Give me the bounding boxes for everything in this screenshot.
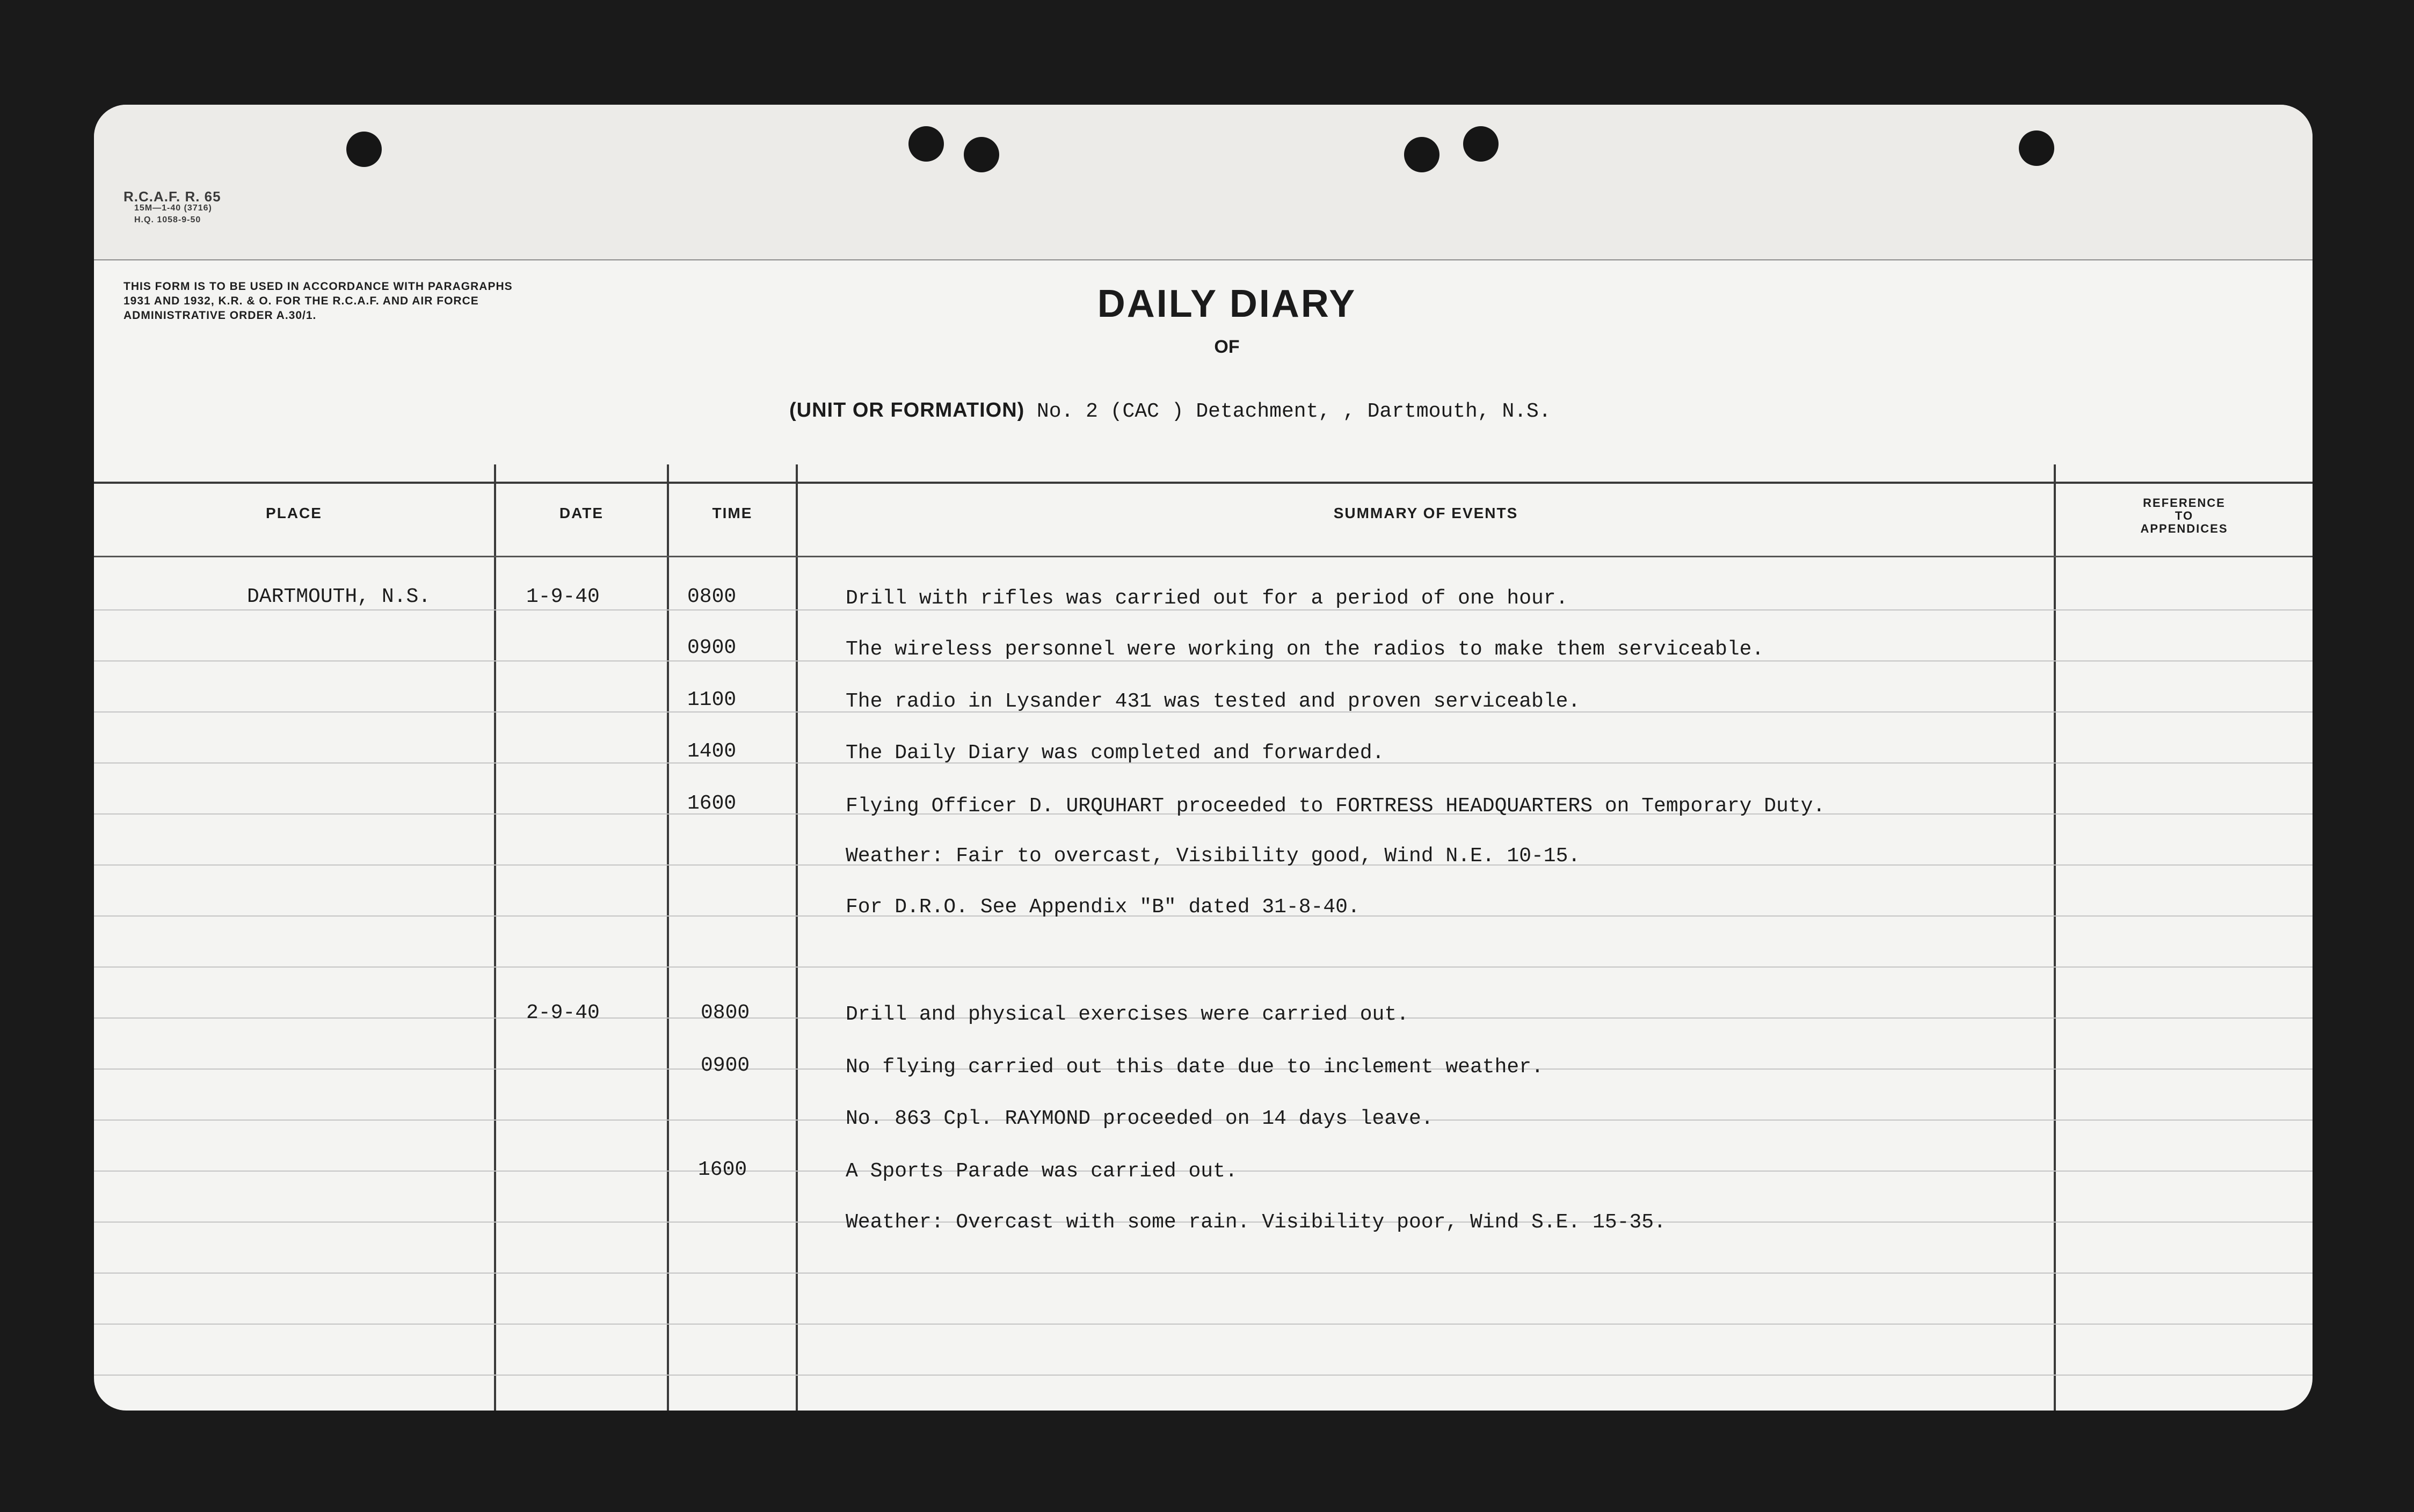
entry-summary: Drill with rifles was carried out for a period of one hour. [846,587,1568,610]
entry-summary: A Sports Parade was carried out. [846,1160,1238,1183]
unit-value: No. 2 (CAC ) Detachment, , Dartmouth, N.S. [1036,400,1551,423]
entry-time: 0800 [687,585,737,608]
column-divider [494,464,496,1411]
column-header-date: DATE [559,505,604,521]
punch-hole [908,126,944,162]
entry-summary: The Daily Diary was completed and forwarded. [846,742,1385,765]
punch-hole [1404,137,1439,172]
column-divider [2054,464,2056,1411]
table-top-border [94,482,2313,484]
entry-summary: No. 863 Cpl. RAYMOND proceeded on 14 days leave. [846,1107,1434,1130]
form-code [123,188,221,226]
entry-time: 0900 [701,1054,750,1077]
punch-hole [964,137,999,172]
unit-row [789,399,1863,423]
entry-summary: Flying Officer D. URQUHART proceeded to FORTRESS HEADQUARTERS on Temporary Duty. [846,795,1826,818]
punch-hole [346,132,382,167]
page-title: DAILY DIARY [1097,282,1357,325]
entry-summary: Drill and physical exercises were carried out. [846,1003,1409,1026]
form-code-line: 15M—1-40 (3716) [134,203,212,213]
column-header-reference-line: APPENDICES [2140,522,2228,535]
punch-hole [1463,126,1499,162]
entry-time: 1600 [687,792,737,815]
entry-date: 1-9-40 [526,585,600,608]
ruled-line [94,1273,2313,1274]
ruled-line [94,966,2313,968]
column-divider [796,464,798,1411]
diary-form-card [94,105,2313,1411]
column-header-time: TIME [712,505,753,521]
column-header-reference-line: REFERENCE [2143,496,2226,510]
column-divider [667,464,669,1411]
entry-time: 0900 [687,636,737,659]
entry-time: 1600 [698,1158,747,1181]
entry-place: DARTMOUTH, N.S. [247,585,431,608]
entry-summary: For D.R.O. See Appendix "B" dated 31-8-40. [846,896,1360,919]
entry-summary: The wireless personnel were working on the radios to make them serviceable. [846,638,1764,661]
entry-summary: Weather: Fair to overcast, Visibility good, Wind N.E. 10-15. [846,845,1581,868]
form-instructions: THIS FORM IS TO BE USED IN ACCORDANCE WITH PARAGRAPHS 1931 AND 1932, K.R. & O. FOR THE R.C.A.F. AND AIR FORCE ADMINISTRATIVE ORDER A.30/1. [123,280,513,322]
entry-time: 1400 [687,740,737,763]
entry-summary: The radio in Lysander 431 was tested and proven serviceable. [846,690,1581,713]
entry-time: 0800 [701,1001,750,1024]
column-header-reference [2056,497,2313,535]
column-header-place: PLACE [266,505,322,521]
title-of: OF [1214,337,1240,357]
punch-hole [2019,130,2054,166]
entry-date: 2-9-40 [526,1001,600,1024]
column-header-reference-line: TO [2175,509,2194,522]
entry-summary: Weather: Overcast with some rain. Visibility poor, Wind S.E. 15-35. [846,1211,1666,1234]
header-band [94,105,2313,260]
form-code-line: R.C.A.F. R. 65 [123,188,221,205]
entry-summary: No flying carried out this date due to inclement weather. [846,1056,1544,1079]
form-code-line: H.Q. 1058-9-50 [134,215,201,224]
ruled-line [94,1375,2313,1376]
header-divider [94,259,2313,260]
entry-time: 1100 [687,688,737,711]
unit-label: (UNIT OR FORMATION) [789,399,1025,421]
ruled-line [94,1324,2313,1325]
header-bottom-border [94,556,2313,557]
column-header-summary: SUMMARY OF EVENTS [1333,505,1518,521]
